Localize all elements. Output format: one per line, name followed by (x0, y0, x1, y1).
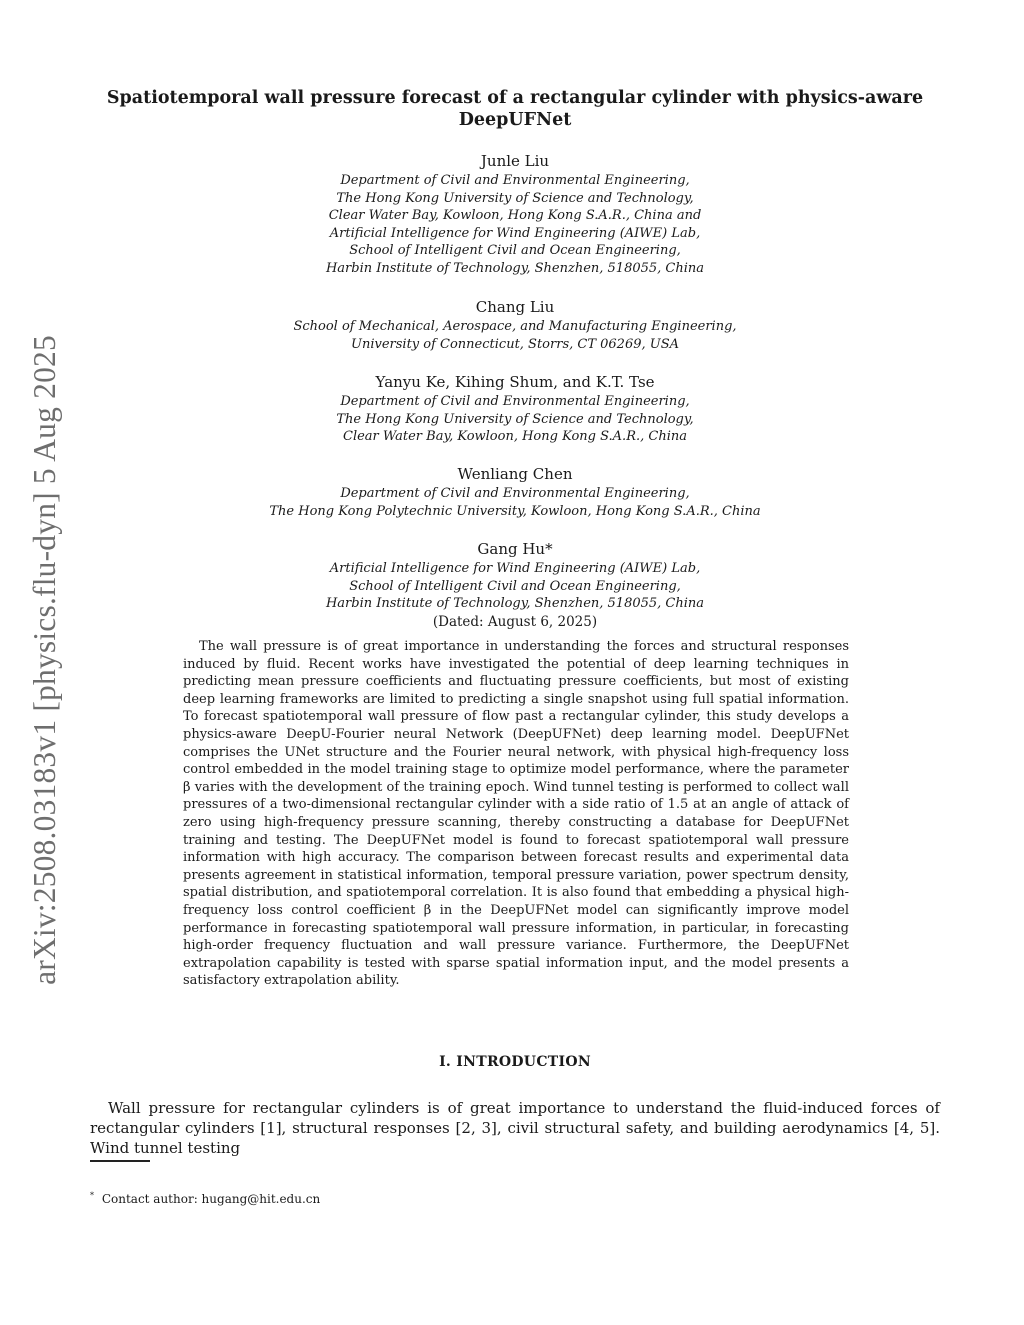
footnote-rule (90, 1160, 150, 1162)
section-heading: I. INTRODUCTION (439, 1054, 591, 1070)
affiliation-line: Artificial Intelligence for Wind Engineering (AIWE) Lab, (329, 225, 701, 241)
affiliation-line: The Hong Kong University of Science and Technology, (336, 411, 694, 427)
author-block-4 (160, 464, 870, 520)
arxiv-id-text: arXiv:2508.03183v1 [physics.flu-dyn] 5 Aug 2025 (27, 335, 62, 985)
footnote (90, 1188, 320, 1207)
footnote-marker: * (90, 1191, 94, 1200)
author-block-1 (160, 151, 870, 278)
author-name: Yanyu Ke, Kihing Shum, and K.T. Tse (375, 373, 655, 391)
introduction-paragraph: Wall pressure for rectangular cylinders is of great importance to understand the fluid-induced forces of rectangular cylinders [1], structural responses [2, 3], civil structural safety, and building aerodynamics [4, 5]. Wind tunnel testing (90, 1099, 940, 1157)
affiliation-line: Department of Civil and Environmental Engineering, (340, 486, 690, 501)
footnote-text: Contact author: hugang@hit.edu.cn (101, 1192, 321, 1206)
author-name: Gang Hu* (477, 540, 553, 558)
arxiv-identifier-sidebar (0, 300, 90, 1020)
affiliation-line: The Hong Kong University of Science and Technology, (336, 190, 694, 206)
affiliation-line: School of Intelligent Civil and Ocean Engineering, (349, 243, 681, 259)
affiliation-line: The Hong Kong Polytechnic University, Kowloon, Hong Kong S.A.R., China (269, 503, 761, 519)
affiliation-line: Harbin Institute of Technology, Shenzhen, 518055, China (325, 260, 705, 276)
affiliation-line: Department of Civil and Environmental Engineering, (340, 173, 690, 188)
abstract: The wall pressure is of great importance in understanding the forces and structural responses induced by fluid. Recent works have investigated the potential of deep learning techniques in predicting mean pressure coefficients and fluctuating pressure coefficients, but most of existing deep learning frameworks are limited to predicting a single snapshot using full spatial information. To forecast spatiotemporal wall pressure of flow past a rectangular cylinder, this study develops a physics-aware DeepU-Fourier neural Network (DeepUFNet) deep learning model. DeepUFNet comprises the UNet structure and the Fourier neural network, with physical high-frequency loss control embedded in the model training stage to optimize model performance, where the parameter β varies with the development of the training epoch. Wind tunnel testing is performed to collect wall pressures of a two-dimensional rectangular cylinder with a side ratio of 1.5 at an angle of attack of zero using high-frequency pressure scanning, thereby constructing a database for DeepUFNet training and testing. The DeepUFNet model is found to forecast spatiotemporal wall pressure information with high accuracy. The comparison between forecast results and experimental data presents agreement in statistical information, temporal pressure variation, power spectrum density, spatial distribution, and spatiotemporal correlation. It is also found that embedding a physical high-frequency loss control coefficient β in the DeepUFNet model can significantly improve model performance in forecasting spatiotemporal wall pressure information, in particular, in forecasting high-order frequency fluctuation and wall pressure variance. Furthermore, the DeepUFNet extrapolation capability is tested with sparse spatial information input, and the model presents a satisfactory extrapolation ability. (183, 639, 849, 989)
author-name: Junle Liu (480, 152, 550, 170)
author-name: Chang Liu (475, 298, 555, 316)
date-line: (Dated: August 6, 2025) (432, 613, 598, 630)
affiliation-line: Harbin Institute of Technology, Shenzhen, 518055, China (325, 596, 705, 612)
paper-title: Spatiotemporal wall pressure forecast of a rectangular cylinder with physics-aware DeepUFNet (106, 88, 924, 130)
affiliation-line: Clear Water Bay, Kowloon, Hong Kong S.A.R., China and (328, 208, 702, 224)
author-block-5 (160, 539, 870, 631)
affiliation-line: University of Connecticut, Storrs, CT 06269, USA (351, 336, 679, 352)
affiliation-line: Department of Civil and Environmental Engineering, (340, 394, 690, 409)
author-block-3 (160, 372, 870, 446)
author-block-2 (160, 297, 870, 353)
affiliation-line: Artificial Intelligence for Wind Engineering (AIWE) Lab, (329, 561, 701, 576)
affiliation-line: School of Mechanical, Aerospace, and Manufacturing Engineering, (293, 319, 737, 334)
affiliation-line: Clear Water Bay, Kowloon, Hong Kong S.A.R., China (343, 429, 687, 445)
affiliation-line: School of Intelligent Civil and Ocean Engineering, (349, 578, 681, 594)
author-name: Wenliang Chen (457, 465, 573, 483)
